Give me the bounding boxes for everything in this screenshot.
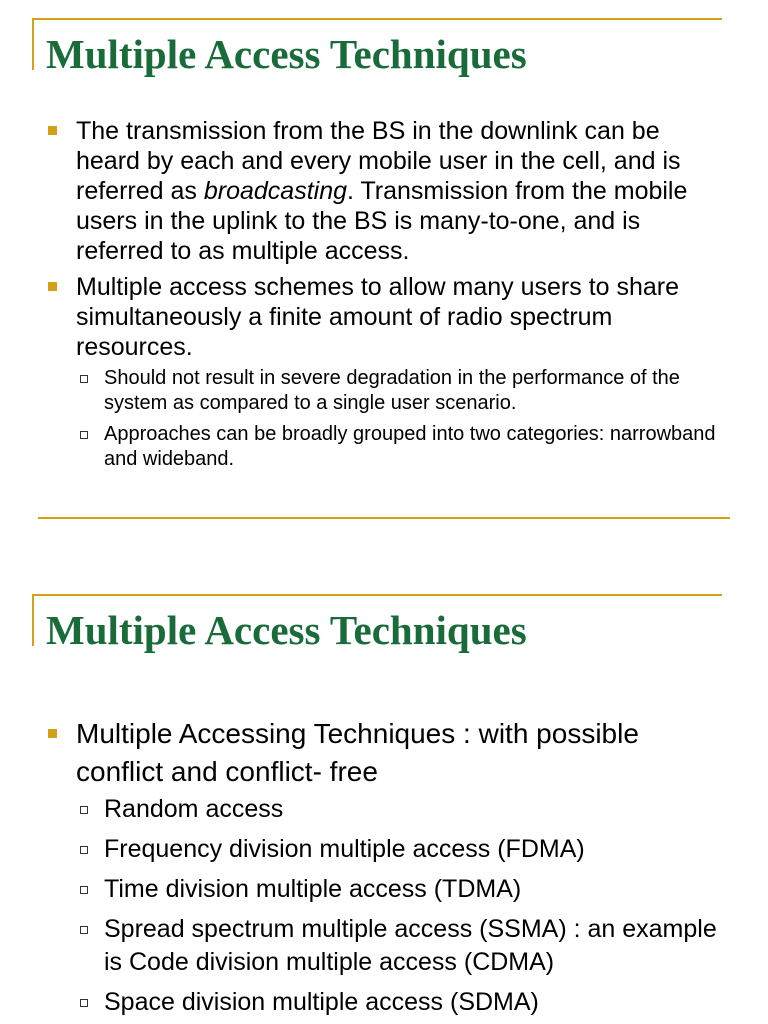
bullet-text: Multiple Accessing Techniques : with possible conflict and conflict- free <box>76 718 639 787</box>
sub-bullet-text: Space division multiple access (SDMA) <box>104 988 539 1016</box>
sub-list-item <box>76 873 726 906</box>
sub-bullet-text: Frequency division multiple access (FDMA) <box>104 835 585 863</box>
slide-title: Multiple Access Techniques <box>46 31 527 77</box>
square-bullet-icon <box>48 729 57 738</box>
title-top-rule <box>32 18 722 20</box>
sub-bullet-text: Approaches can be broadly grouped into two categories: narrowband and wideband. <box>104 423 716 470</box>
emphasized-term: broadcasting <box>203 177 347 205</box>
title-top-rule <box>32 594 722 596</box>
sub-list-item <box>76 422 726 472</box>
bullet-text-end: . Transmission from the mobile users in the uplink to the BS is many-to-one, and is referred to as multiple access. <box>76 177 688 265</box>
bullet-text-start: The transmission from the BS in the downlink can be heard by each and every mobile user in the cell, and is referred as <box>76 117 681 205</box>
bullet-list <box>46 116 726 478</box>
sub-list-item <box>76 366 726 416</box>
sub-bullet-text: Should not result in severe degradation in the performance of the system as compared to a single user scenario. <box>104 367 680 414</box>
slide-bottom-rule <box>38 517 730 519</box>
slide-2 <box>0 575 768 1024</box>
hollow-square-bullet-icon <box>80 431 88 439</box>
hollow-square-bullet-icon <box>80 846 88 854</box>
list-item <box>46 272 726 472</box>
sub-list-item <box>76 913 726 979</box>
sub-bullet-list <box>76 793 726 1019</box>
hollow-square-bullet-icon <box>80 886 88 894</box>
list-item <box>46 715 726 1019</box>
sub-list-item <box>76 833 726 866</box>
title-side-rule <box>32 18 34 70</box>
sub-bullet-text: Time division multiple access (TDMA) <box>104 875 522 903</box>
square-bullet-icon <box>48 282 57 291</box>
bullet-text: Multiple access schemes to allow many users to share simultaneously a finite amount of radio spectrum resources. <box>76 273 680 361</box>
title-side-rule <box>32 594 34 646</box>
slide-title: Multiple Access Techniques <box>46 607 527 653</box>
list-item <box>46 116 726 266</box>
square-bullet-icon <box>48 126 57 135</box>
sub-bullet-text: Random access <box>104 795 284 823</box>
sub-list-item <box>76 793 726 826</box>
sub-bullet-text: Spread spectrum multiple access (SSMA) : an example is Code division multiple access (CDMA) <box>104 915 717 976</box>
hollow-square-bullet-icon <box>80 806 88 814</box>
hollow-square-bullet-icon <box>80 926 88 934</box>
bullet-list <box>46 715 726 1024</box>
sub-bullet-list <box>76 366 726 472</box>
sub-list-item <box>76 986 726 1019</box>
hollow-square-bullet-icon <box>80 999 88 1007</box>
hollow-square-bullet-icon <box>80 375 88 383</box>
